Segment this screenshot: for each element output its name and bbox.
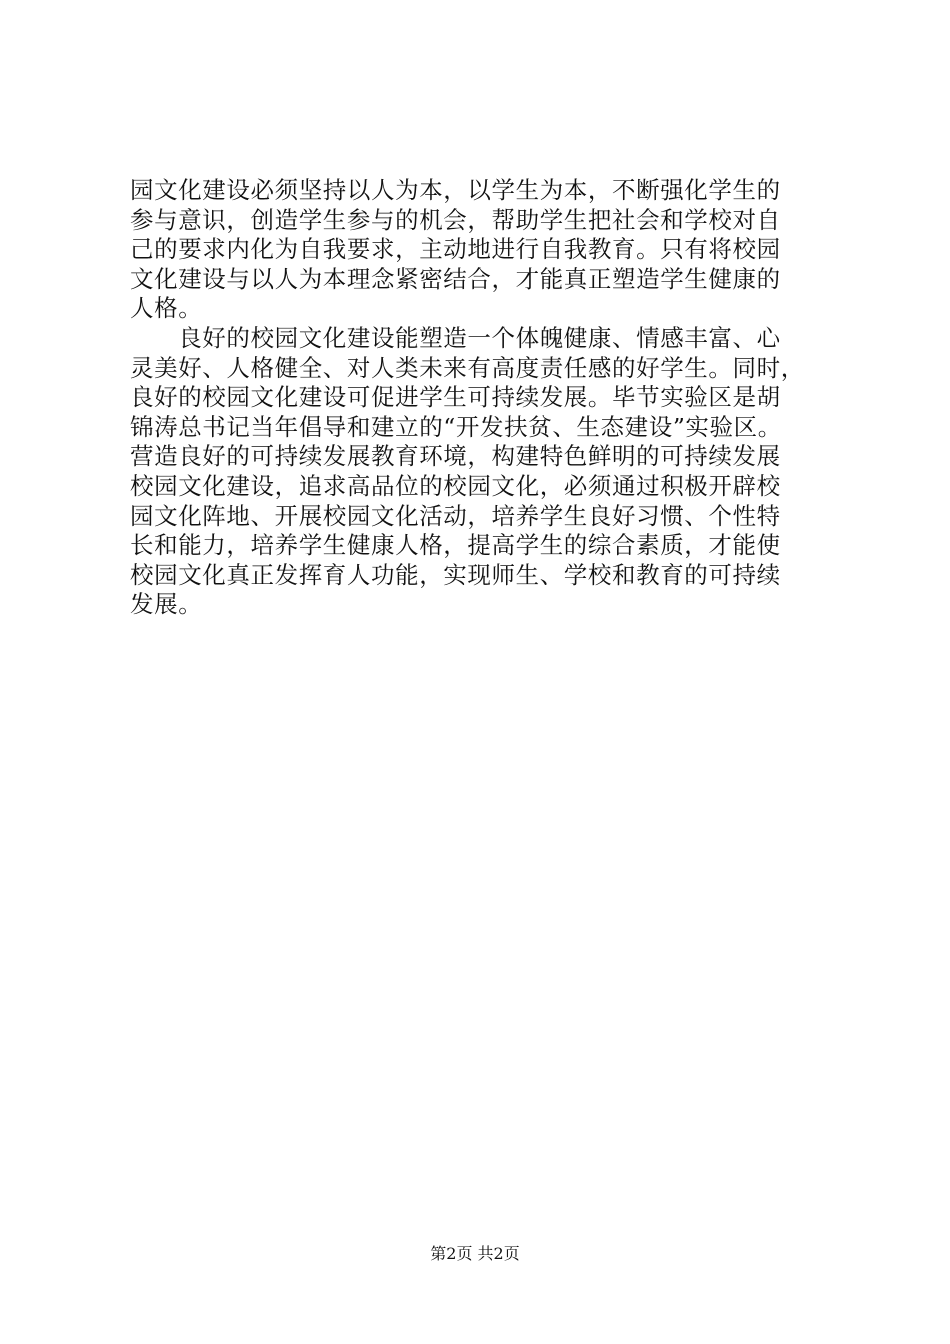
text-line: 发展。	[130, 590, 203, 619]
text-line: 校园文化真正发挥育人功能，实现师生、学校和教育的可持续	[130, 560, 781, 589]
text-line: 长和能力，培养学生健康人格，提高学生的综合素质，才能使	[130, 531, 781, 560]
text-line: 锦涛总书记当年倡导和建立的“开发扶贫、生态建设”实验区。	[130, 412, 782, 441]
text-line: 良好的校园文化建设可促进学生可持续发展。毕节实验区是胡	[130, 383, 781, 412]
text-line: 灵美好、人格健全、对人类未来有高度责任感的好学生。同时，	[130, 353, 805, 382]
text-line: 营造良好的可持续发展教育环境，构建特色鲜明的可持续发展	[130, 442, 781, 471]
text-line: 参与意识，创造学生参与的机会，帮助学生把社会和学校对自	[130, 205, 781, 234]
text-line: 园文化阵地、开展校园文化活动，培养学生良好习惯、个性特	[130, 501, 781, 530]
text-line: 己的要求内化为自我要求，主动地进行自我教育。只有将校园	[130, 235, 781, 264]
text-line: 人格。	[130, 294, 203, 323]
body-text	[130, 176, 840, 620]
text-line: 文化建设与以人为本理念紧密结合，才能真正塑造学生健康的	[130, 264, 781, 293]
page-number-footer: 第2页 共2页	[430, 1244, 520, 1263]
text-line: 校园文化建设，追求高品位的校园文化，必须通过积极开辟校	[130, 471, 781, 500]
text-line: 良好的校园文化建设能塑造一个体魄健康、情感丰富、心	[130, 323, 781, 352]
text-line: 园文化建设必须坚持以人为本，以学生为本，不断强化学生的	[130, 176, 781, 204]
